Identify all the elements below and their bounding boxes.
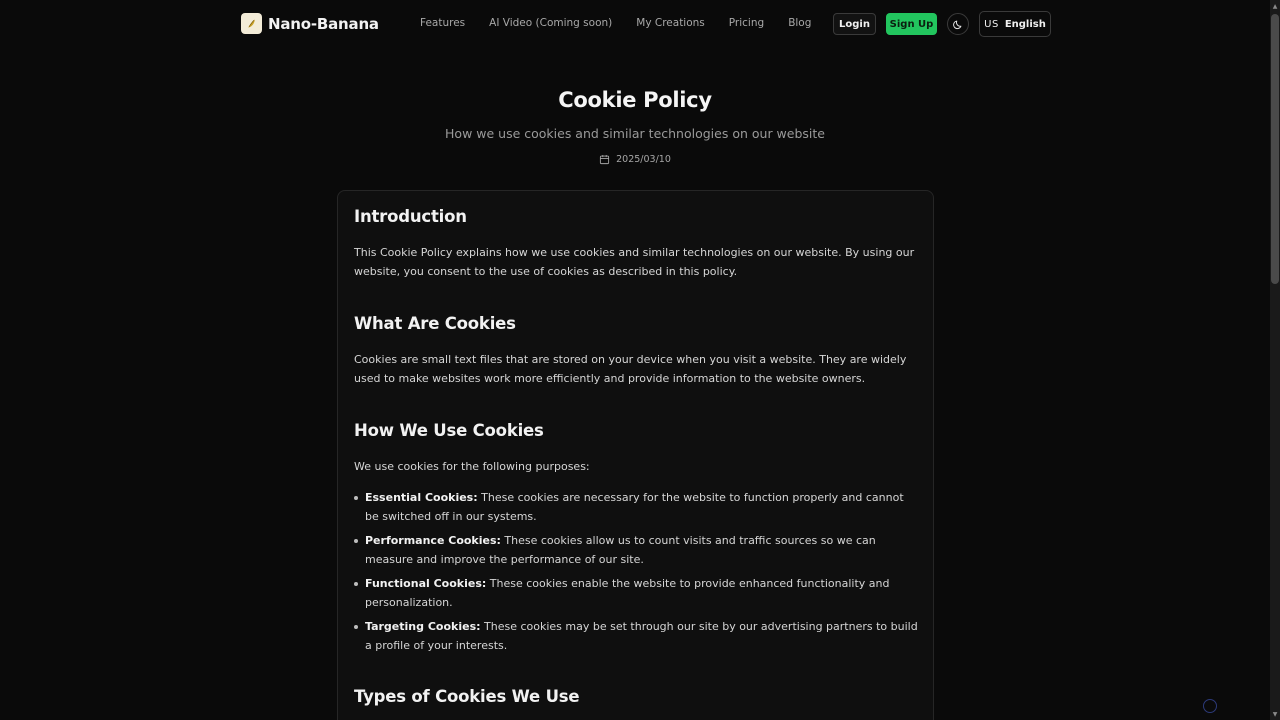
section-text-how-we-use: We use cookies for the following purposes:: [354, 460, 590, 473]
purpose-desc: These cookies may be set through our site by our advertising partners to build a profile of your interests.: [365, 620, 918, 652]
policy-content-card: [337, 190, 934, 720]
banana-logo-icon: [241, 13, 262, 34]
section-heading-how-we-use: How We Use Cookies: [354, 421, 544, 440]
page-scrollbar[interactable]: [1270, 0, 1280, 720]
purpose-term: Essential Cookies:: [365, 491, 478, 504]
list-item: [354, 531, 919, 569]
language-label: English: [1004, 18, 1046, 30]
theme-toggle-button[interactable]: [947, 13, 969, 35]
section-heading-types-of-cookies: Types of Cookies We Use: [354, 687, 580, 706]
publish-date: [0, 154, 1270, 165]
calendar-icon: [599, 154, 610, 165]
floating-badge-icon[interactable]: [1203, 699, 1217, 713]
login-button[interactable]: Login: [833, 13, 876, 35]
section-heading-what-are-cookies: What Are Cookies: [354, 314, 516, 333]
page-subtitle: How we use cookies and similar technologies on our website: [445, 126, 825, 141]
scroll-up-arrow-icon[interactable]: ▲: [1272, 2, 1278, 10]
moon-icon: [953, 19, 964, 30]
cookie-purposes-list: [354, 488, 919, 660]
scroll-down-arrow-icon[interactable]: ▼: [1272, 710, 1278, 718]
page-title: Cookie Policy: [558, 88, 712, 112]
site-header: [0, 0, 1270, 48]
list-item: [354, 617, 919, 655]
brand-name: Nano-Banana: [268, 14, 379, 33]
nav-blog[interactable]: Blog: [788, 17, 812, 29]
list-item: [354, 574, 919, 612]
section-heading-introduction: Introduction: [354, 207, 467, 226]
nav-features[interactable]: Features: [420, 17, 466, 29]
list-item: [354, 488, 919, 526]
date-text: 2025/03/10: [616, 154, 671, 165]
flag-us-icon: US: [984, 18, 999, 30]
section-text-what-are-cookies: Cookies are small text files that are stored on your device when you visit a website. They are widely used to make websites work more efficiently and provide information to the website owners.: [354, 353, 907, 385]
purpose-desc: These cookies enable the website to provide enhanced functionality and personalization.: [365, 577, 890, 609]
scrollbar-thumb[interactable]: [1271, 14, 1279, 284]
section-text-introduction: This Cookie Policy explains how we use cookies and similar technologies on our website. By using our website, you consent to the use of cookies as described in this policy.: [354, 246, 915, 278]
signup-button[interactable]: Sign Up: [886, 13, 937, 35]
main-nav: [420, 17, 811, 29]
purpose-desc: These cookies allow us to count visits and traffic sources so we can measure and improve the performance of our site.: [365, 534, 876, 566]
purpose-desc: These cookies are necessary for the website to function properly and cannot be switched off in our systems.: [365, 491, 904, 523]
nav-ai-video[interactable]: AI Video (Coming soon): [489, 17, 613, 29]
brand-link[interactable]: [241, 13, 379, 34]
language-selector[interactable]: [979, 11, 1051, 37]
nav-my-creations[interactable]: My Creations: [636, 17, 705, 29]
nav-pricing[interactable]: Pricing: [728, 17, 765, 29]
purpose-term: Targeting Cookies:: [365, 620, 481, 633]
purpose-term: Performance Cookies:: [365, 534, 501, 547]
purpose-term: Functional Cookies:: [365, 577, 487, 590]
